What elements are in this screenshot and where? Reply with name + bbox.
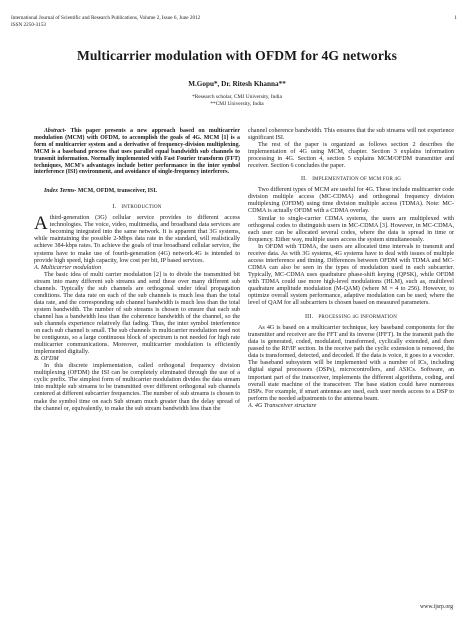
index-terms-label: Index Terms- [44, 188, 77, 195]
section-heading-introduction [34, 204, 240, 211]
paper-title: Multicarrier modulation with OFDM for 4G networks [76, 48, 398, 63]
section-heading-implementation [248, 176, 454, 183]
section-title: IMPLEMENTATION OF MCM FOR 4G [312, 177, 402, 183]
section-title: INTRODUCTION [121, 205, 162, 211]
subsection-heading-ofdm: B. OFDM [34, 356, 59, 363]
intro-text: third-generation (3G) cellular service provides to different access technologies. The voice, video, multimedia, and broadband data services are becoming integrated into the same network. It is apparent that 3G systems, while maintaining the possible 2-Mbps data rate in the standard, will realistically achieve 384-kbps rates. To achieve the goals of true broadband cellular service, the systems have to make use of fourth-generation (4G) network.4G is intended to provide high speed, high capacity, low cost per bit, IP based services. [34, 215, 240, 264]
section-heading-processing [248, 314, 454, 321]
abstract [34, 128, 240, 176]
section-number: I. [112, 204, 117, 211]
page-number: 1 [454, 15, 457, 21]
paragraph-continued: channel coherence bandwidth. This ensures that the sub streams will not experience significant ISI. [248, 128, 454, 142]
paragraph-mcm-types: Two different types of MCM are useful for 4G. These include multicarrier code division multiple access (MC-CDMA) and orthogonal frequency division multiplexing (OFDM) using time division multiple access (TDMA). Note: MC-CDMA is actually OFDM with a CDMA overlay. [248, 187, 454, 215]
paragraph-organization: The rest of the paper is organized as follows section 2 describes the implementation of 4G using MCM, chapter. Section 3 explains information processing in 4G. Section 4, section 5 explains MCM/OFDM transmitter and receiver. Section 6 concludes the paper. [248, 142, 454, 170]
paragraph-4g-processing: As 4G is based on a multicarrier technique, key baseband components for the transmitter and receiver are the FFT and its inverse (IFFT). In the transmit path the data is generated, coded, modulated, transformed, cyclically extended, and then passed to the RF/IF section. In the receive path the cyclic extension is removed, the data is transformed, detected, and decoded. If the data is voice, it goes to a vocoder. The baseband subsystem will be implemented with a number of ICs, including digital signal processors (DSPs), microcontrollers, and ASICs. Software, an important part of the transceiver, implements the different algorithms, coding, and overall state machine of the transceiver. The base station could have numerous DSPs. For example, if smart antennas are used, each user needs access to a DSP to perform the needed adjustments to the antenna beam. [248, 325, 454, 402]
paragraph-mc-cdma: Similar to single-carrier CDMA systems, the users are multiplexed with orthogonal codes to distinguish users in MC-CDMA [3]. However, in MC-CDMA, each user can be allocated several codes, where the data is spread in time or frequency. Either way, multiple users access the system simultaneously. [248, 215, 454, 243]
paragraph-mcm: The basic idea of multi carrier modulation [2] is to divide the transmitted bit stream into many different sub streams and send these over many different sub channels. Typically the sub channels are orthogonal under ideal propagation conditions. The data rate on each of the sub channels is much less than the total data rate, and the corresponding sub channel bandwidth is much less than the total system bandwidth. The number of sub streams is chosen to ensure that each sub channel has a bandwidth less than the coherence bandwidth of the channel, so the sub channels experience relatively flat fading. Thus, the inter symbol interference on each sub channel is small. The sub channels in multicarrier modulation need not be contiguous, so a large continuous block of spectrum is not needed for high rate multicarrier communications. Moreover, multicarrier modulation is efficiently implemented digitally. [34, 271, 240, 356]
issn: ISSN 2250-3153 [11, 21, 47, 28]
journal-website: www.ijsrp.org [419, 604, 453, 610]
intro-paragraph [34, 215, 240, 264]
journal-name: International Journal of Scientific and Research Publications, Volume 2, Issue 6, June 2012 [11, 15, 201, 21]
section-number: II. [300, 176, 308, 183]
left-column [34, 128, 240, 413]
abstract-label: Abstract- [44, 128, 67, 134]
journal-header [11, 15, 463, 28]
abstract-text: This paper presents a new approach based on multicarrier modulation (MCM) with OFDM, to accomplish the goals of 4G. MCM [1] is a form of multicarrier system and a derivative of frequency-division multiplexing. MCM is a baseband process that uses parallel equal bandwidth sub channels to transmit information. Normally implemented with Fast Fourier transform (FFT) techniques, MCM's advantages include better performance in the inter symbol interference (ISI) environment, and avoidance of single-frequency interferers. [34, 128, 240, 176]
subsection-heading-transceiver: A. 4G Transceiver structure [248, 402, 317, 409]
index-terms-text: MCM, OFDM, transceiver, ISI. [76, 188, 157, 195]
drop-cap: A [34, 213, 48, 235]
subsection-heading-mcm: A. Multicarrier modulation [34, 264, 102, 271]
section-number: III. [304, 314, 314, 321]
section-title: PROCESSING 4G INFORMATION [318, 315, 398, 321]
paper-authors: M.Gopu*, Dr. Ritesh Khanna** [188, 80, 286, 88]
right-column [248, 128, 454, 410]
index-terms [34, 188, 240, 195]
affiliation-line: **CMJ University, India [210, 101, 264, 107]
paragraph-ofdm: In this discrete implementation, called orthogonal frequency division multiplexing (OFDM) the ISI can be completely eliminated through the use of a cyclic prefix. The simplest form of multicarrier modulation divides the data stream into multiple sub streams to be transmitted over different orthogonal sub channels centered at different subcarrier frequencies. The number of sub streams is chosen to make the symbol time on each Sub stream much greater than the delay spread of the channel or, equivalently, to make the sub stream bandwidth less than the [34, 363, 240, 412]
affiliation-line: *Research scholar, CMJ University, India [192, 94, 282, 100]
author-affiliations [0, 94, 474, 108]
paragraph-ofdm-tdma: In OFDM with TDMA, the users are allocated time intervals to transmit and receive data. As with 3G systems, 4G systems have to deal with issues of multiple access interference and timing. Differences between OFDM with TDMA and MC-CDMA can also be seen in the types of modulation used in each subcarrier. Typically, MC-CDMA uses quadrature phase-shift keying (QPSK), while OFDM with TDMA could use more high-level modulations (HLM), such as, multilevel quadrature amplitude modulation (M-QAM) (where M = 4 to 256). However, to optimize overall system performance, adaptive modulation can be used; where the level of QAM for all subcarriers is chosen based on measured parameters. [248, 243, 454, 307]
